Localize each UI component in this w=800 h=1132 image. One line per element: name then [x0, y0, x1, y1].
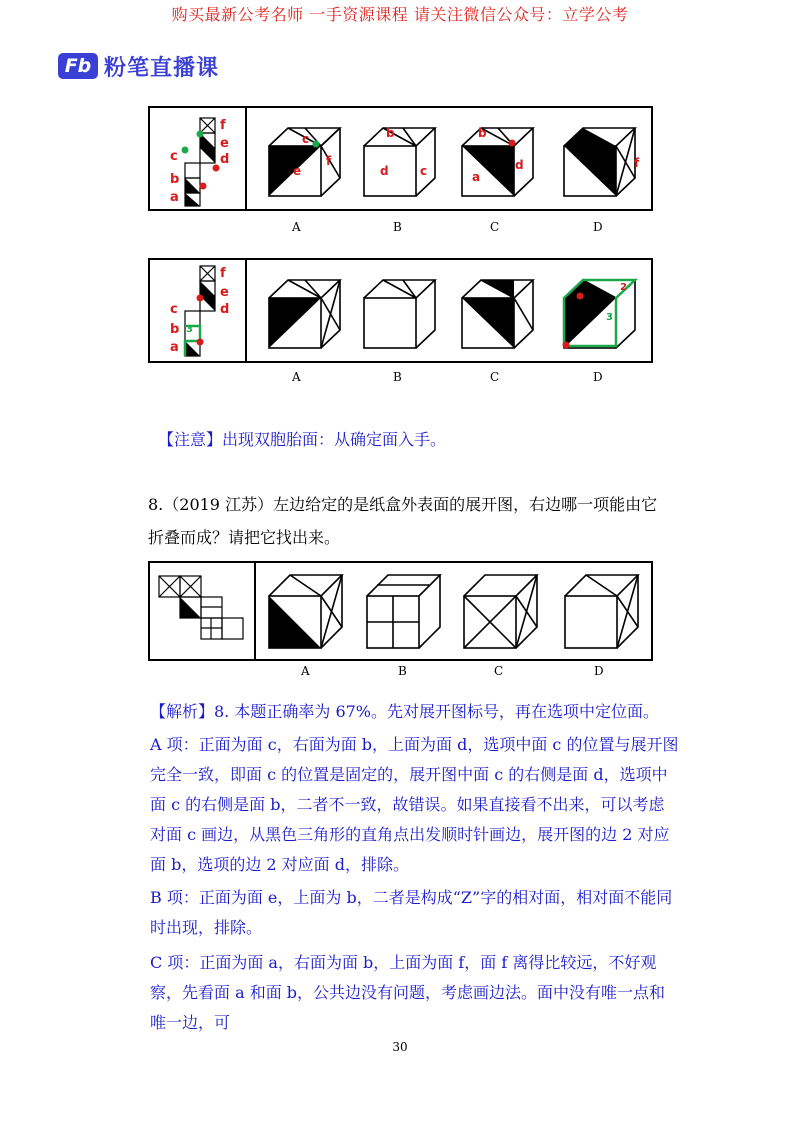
fig2-option-a: A: [292, 370, 301, 384]
net2-label-c: c: [170, 302, 178, 317]
fig1-a-label-c: c: [302, 132, 310, 146]
fig3-option-b: B: [398, 664, 407, 678]
analysis-option-c: C 项：正面为面 a，右面为面 b，上面为面 f，面 f 离得比较远，不好观察，先看面 a 和面 b，公共边没有问题，考虑画边法。面中没有唯一点和唯一边，可: [150, 953, 666, 1032]
fig3-option-c: C: [494, 664, 504, 678]
question-text: 8.（2019 江苏）左边给定的是纸盒外表面的展开图，右边哪一项能由它折叠而成？请把它找出来。: [148, 495, 658, 547]
analysis-intro: 【解析】8. 本题正确率为 67%。先对展开图标号，再在选项中定位面。: [150, 702, 660, 721]
net2-label-d: d: [220, 302, 230, 317]
fig1-c-label-d: d: [515, 158, 524, 172]
fig1-option-c: C: [490, 220, 500, 234]
analysis-option-a: A 项：正面为面 c，右面为面 b，上面为面 d，选项中面 c 的位置与展开图完全一致，即面 c 的位置是固定的，展开图中面 c 的右侧是面 d，选项中面 c 的右侧是面 b，二者不一致，故错误。如果直接看不出来，可以考虑对面 c 画边，从黑色三角形的直角点出发顺时针画边，展开图的边 2 对应面 b，选项的边 2 对应面 d，排除。: [150, 735, 679, 874]
net2-label-f: f: [220, 266, 226, 281]
fig1-b-label-d: d: [380, 164, 389, 178]
logo-badge: Fb: [58, 53, 98, 79]
promo-banner: 购买最新公考名师 一手资源课程 请关注微信公众号：立学公考: [171, 5, 629, 24]
net2-edge-number: 3: [186, 324, 193, 335]
fig2-option-d: D: [593, 370, 603, 384]
fig1-option-b: B: [393, 220, 402, 234]
fig1-c-label-a: a: [472, 170, 481, 184]
fig2-option-b: B: [393, 370, 402, 384]
net2-label-b: b: [170, 322, 180, 337]
fig1-d-label-f: f: [634, 156, 640, 170]
fig3-option-a: A: [301, 664, 310, 678]
fig3-option-d: D: [594, 664, 604, 678]
figure-1: [148, 106, 653, 234]
fig1-a-label-f: f: [326, 154, 332, 168]
net-label-f: f: [220, 118, 226, 133]
fig1-option-a: A: [292, 220, 301, 234]
brand-logo: [58, 50, 219, 82]
net-label-d: d: [220, 152, 230, 167]
fig1-c-label-b: b: [478, 126, 487, 140]
fig1-b-label-c: c: [420, 164, 428, 178]
net-label-e: e: [220, 136, 229, 151]
analysis-option-b: B 项：正面为面 e，上面为 b，二者是构成“Z”字的相对面，相对面不能同时出现，排除。: [150, 888, 673, 937]
net-label-a: a: [170, 190, 179, 205]
figure-3: [148, 561, 653, 678]
page-number: 30: [392, 1040, 408, 1054]
figure-3-drawing: [148, 561, 653, 661]
note-text: 【注意】出现双胞胎面：从确定面入手。: [158, 430, 447, 449]
net2-label-a: a: [170, 340, 179, 355]
fig1-a-label-e: e: [293, 164, 302, 178]
fig2-d-edge-2: 2: [620, 282, 627, 293]
net-label-c: c: [170, 149, 178, 164]
fig2-d-edge-3: 3: [606, 312, 613, 323]
figure-2: [148, 258, 653, 384]
fig1-option-d: D: [593, 220, 603, 234]
fig2-option-c: C: [490, 370, 500, 384]
logo-text: 粉笔直播课: [104, 55, 220, 81]
net-label-b: b: [170, 172, 180, 187]
fig1-b-label-b: b: [386, 126, 395, 140]
net2-label-e: e: [220, 285, 229, 300]
